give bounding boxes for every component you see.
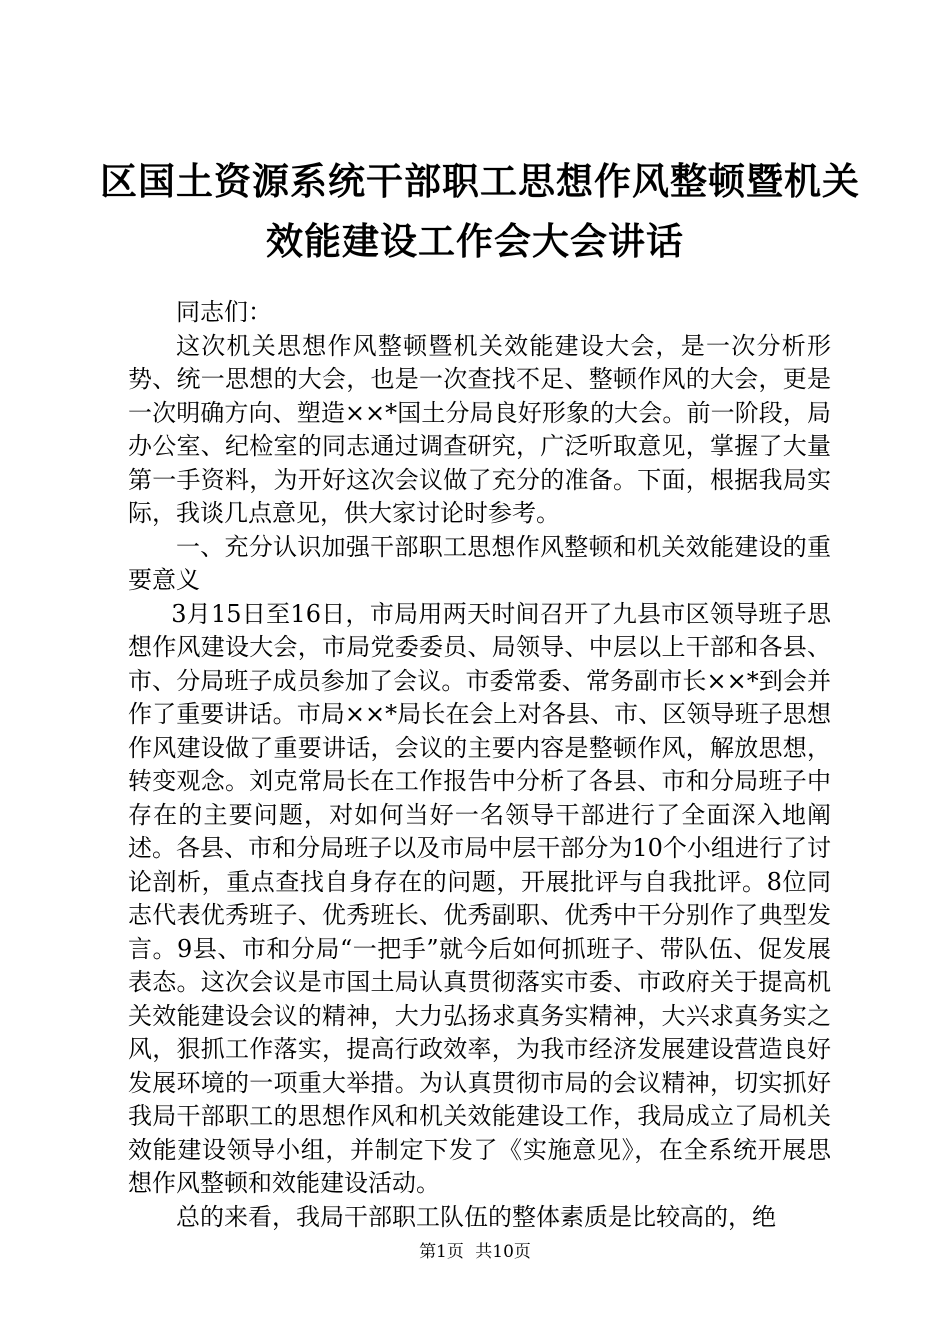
salutation: 同志们： — [176, 298, 272, 326]
section-heading-1: 一、充分认识加强干部职工思想作风整顿和机关效能建设的重要意义 — [128, 532, 831, 594]
paragraph-overall: 总的来看，我局干部职工队伍的整体素质是比较高的，绝 — [176, 1202, 776, 1231]
document-body — [128, 296, 831, 1234]
page-total: 共10页 — [475, 1242, 531, 1262]
page-number: 第1页 — [419, 1242, 464, 1262]
document-title-line-1: 区国土资源系统干部职工思想作风整顿暨机关 — [100, 160, 860, 203]
document-title-line-2: 效能建设工作会大会讲话 — [266, 220, 684, 263]
paragraph-meeting-summary: 3月15日至16日，市局用两天时间召开了九县市区领导班子思想作风建设大会，市局党委委员、局领导、中层以上干部和各县、市、分局班子成员参加了会议。市委常委、常务副市长××*到会并作了重要讲话。市局××*局长在会上对各县、市、区领导班子思想作风建设做了重要讲话，会议的主要内容是整顿作风，解放思想，转变观念。刘克常局长在工作报告中分析了各县、市和分局班子中存在的主要问题，对如何当好一名领导干部进行了全面深入地阐述。各县、市和分局班子以及市局中层干部分为10个小组进行了讨论剖析，重点查找自身存在的问题，开展批评与自我批评。8位同志代表优秀班子、优秀班长、优秀副职、优秀中干分别作了典型发言。9县、市和分局“一把手”就今后如何抓班子、带队伍、促发展表态。这次会议是市国土局认真贯彻落实市委、市政府关于提高机关效能建设会议的精神，大力弘扬求真务实精神，大兴求真务实之风，狠抓工作落实，提高行政效率，为我市经济发展建设营造良好发展环境的一项重大举措。为认真贯彻市局的会议精神，切实抓好我局干部职工的思想作风和机关效能建设工作，我局成立了局机关效能建设领导小组，并制定下发了《实施意见》，在全系统开展思想作风整顿和效能建设活动。 — [128, 599, 831, 1197]
paragraph-intro: 这次机关思想作风整顿暨机关效能建设大会，是一次分析形势、统一思想的大会，也是一次查找不足、整顿作风的大会，更是一次明确方向、塑造××*国土分局良好形象的大会。前一阶段，局办公室、纪检室的同志通过调查研究，广泛听取意见，掌握了大量第一手资料，为开好这次会议做了充分的准备。下面，根据我局实际，我谈几点意见，供大家讨论时参考。 — [128, 331, 831, 527]
page-footer — [0, 1242, 950, 1262]
